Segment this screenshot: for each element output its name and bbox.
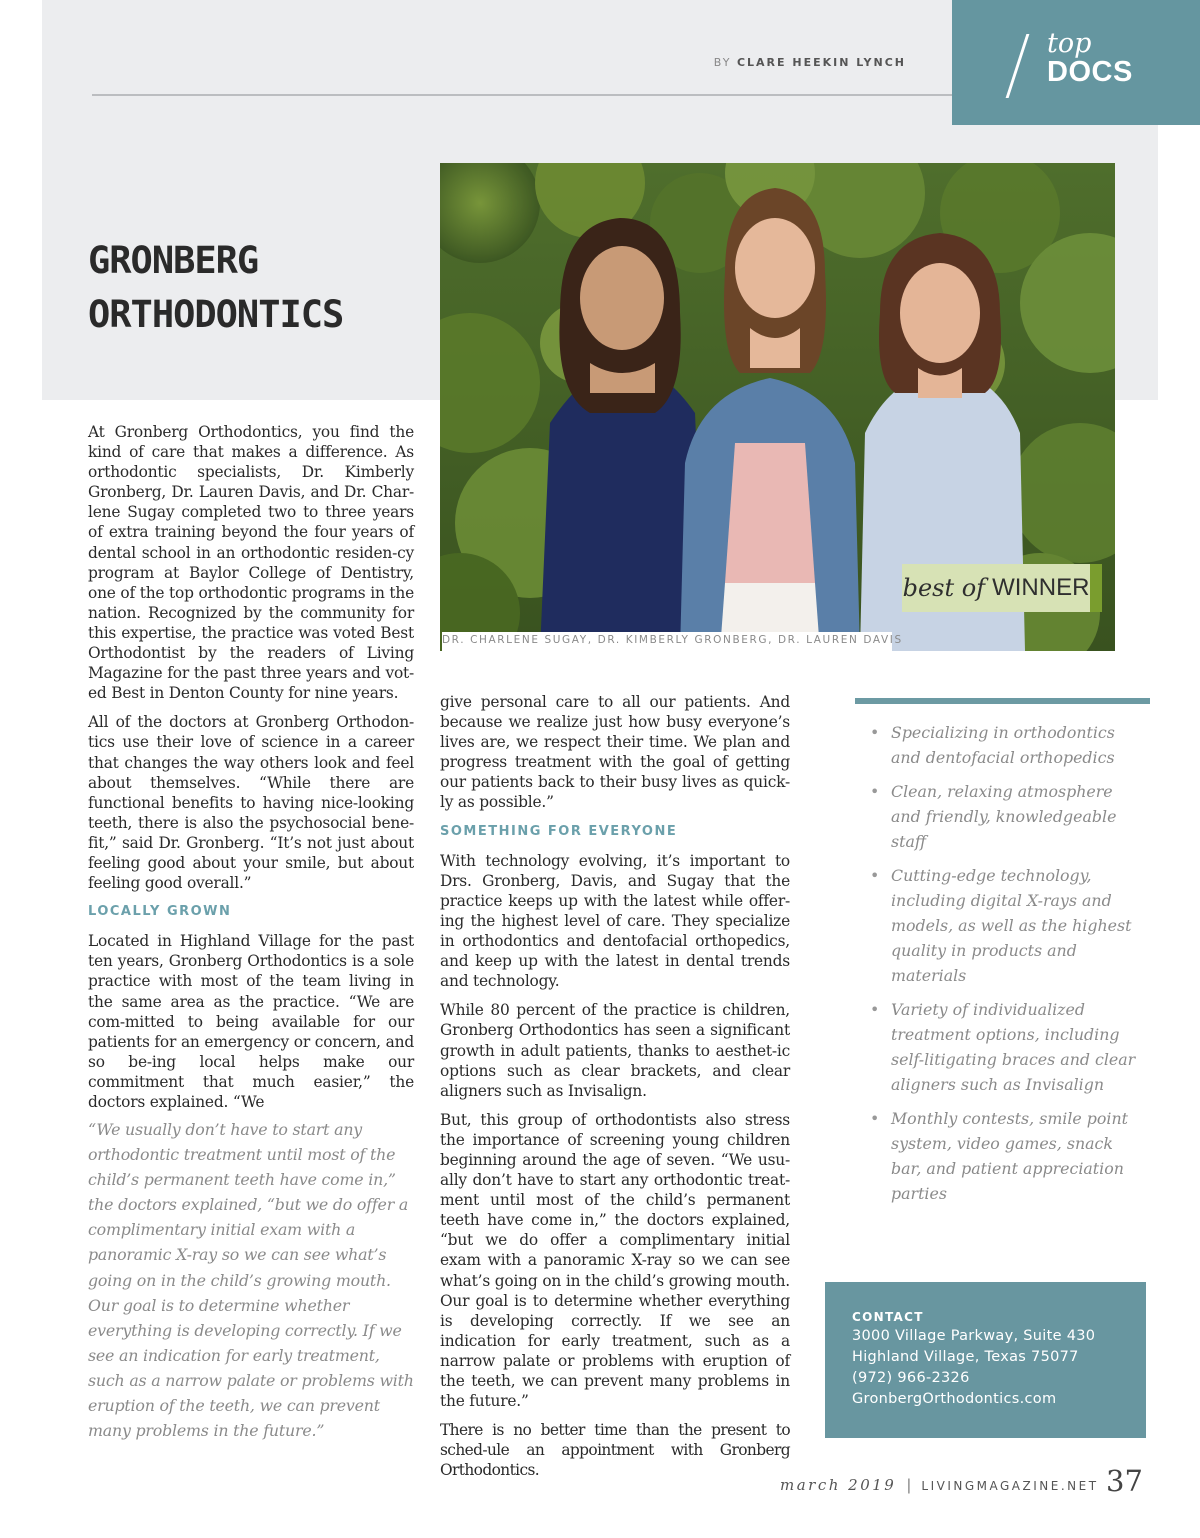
list-item: • Variety of individualized treatment options, including self-litigating braces and clear aligners such as Invisalign (868, 997, 1138, 1097)
sidebar-rule (855, 698, 1150, 704)
paragraph: But, this group of orthodontists also stress the importance of screening young children beginning around the age of seven. “We usu-ally don’t have to start any orthodontic treat-ment until most of the child’s permanent teeth have come in,” the doctors explained, “but we do offer a complimentary initial exam with a panoramic X-ray so we can see what’s going on in the child’s growing mouth. Our goal is to determine whether everything is developing correctly. If we see an indication for early treatment, such as a narrow palate or problems with eruption of the teeth, we can prevent many problems in the future.” (440, 1110, 790, 1411)
subhead-locally-grown: LOCALLY GROWN (88, 904, 232, 920)
contact-phone[interactable]: (972) 966-2326 (852, 1370, 970, 1386)
list-item: • Clean, relaxing atmosphere and friendly, knowledgeable staff (868, 779, 1138, 854)
contact-box (825, 1282, 1146, 1438)
list-item: • Cutting-edge technology, including digital X-rays and models, as well as the highest quality in products and materials (868, 863, 1138, 988)
article-column-2 (440, 692, 790, 1489)
paragraph: At Gronberg Orthodontics, you find the kind of care that makes a difference. As orthodontic specialists, Dr. Kimberly Gronberg, Dr. Lauren Davis, and Dr. Char-lene Sugay completed two to three years of extra training beyond the four years of dental school in an orthodontic residen-cy program at Baylor College of Dentistry, one of the top orthodontic programs in the nation. Recognized by the community for this expertise, the practice was voted Best Orthodontist by the readers of Living Magazine for the past three years and vot-ed Best in Denton County for nine years. (88, 423, 414, 703)
badge-label: WINNER (992, 574, 1090, 601)
best-of-winner-badge (902, 564, 1102, 612)
title-line-2: ORTHODONTICS (88, 293, 344, 336)
footer-separator: | (906, 1476, 912, 1494)
list-item: • Monthly contests, smile point system, video games, snack bar, and patient appreciation parties (868, 1106, 1138, 1206)
page-footer (780, 1476, 1099, 1494)
paragraph: give personal care to all our patients. And because we realize just how busy everyone’s lives are, we respect their time. We plan and progress treatment with the goal of getting our patients back to their busy lives as quick-ly as possible.” (440, 693, 790, 812)
byline-prefix: BY (713, 56, 732, 69)
contact-address-line-2: Highland Village, Texas 75077 (852, 1349, 1079, 1365)
badge-script: best of (902, 574, 986, 602)
contact-website-link[interactable]: GronbergOrthodontics.com (852, 1391, 1057, 1407)
paragraph: While 80 percent of the practice is children, Gronberg Orthodontics has seen a significant growth in adult patients, thanks to aesthet-ic options such as clear brackets, and clear aligners such as Invisalign. (440, 1001, 790, 1100)
pull-quote: “We usually don’t have to start any orthodontic treatment until most of the child’s permanent teeth have come in,” the doctors explained, “but we do offer a complimentary initial exam with a panoramic X-ray so we can see what’s going on in the child’s growing mouth. Our goal is to determine whether everything is developing correctly. If we see an indication for early treatment, such as a narrow palate or problems with eruption of the teeth, we can prevent many problems in the future.” (88, 1120, 414, 1441)
paragraph: Located in Highland Village for the past ten years, Gronberg Orthodontics is a sole practice with most of the team living in the same area as the practice. “We are com-mitted to being available for our patients for an emergency or concern, and so be-ing local helps make our commitment that much easier,” the doctors explained. “We (88, 932, 414, 1111)
contact-heading: CONTACT (852, 1310, 924, 1324)
photo-caption: DR. CHARLENE SUGAY, DR. KIMBERLY GRONBERG, DR. LAUREN DAVIS (442, 632, 892, 655)
byline-author: CLARE HEEKIN LYNCH (736, 56, 906, 69)
section-tab-label: DOCS (1047, 56, 1133, 88)
article-title (88, 234, 343, 342)
paragraph: With technology evolving, it’s important to Drs. Gronberg, Davis, and Sugay that the practice keeps up with the latest while offer-ing the highest level of care. They specialize in orthodontics and dentofacial orthopedics, and keep up with the latest in dental trends and technology. (440, 851, 790, 991)
header-rule (92, 94, 952, 96)
section-tab-script: top (1047, 28, 1092, 59)
paragraph: All of the doctors at Gronberg Orthodon-tics use their love of science in a career that changes the way others look and feel about themselves. “While there are functional benefits to having nice-looking teeth, there is also the psychosocial bene-fit,” said Dr. Gronberg. “It’s not just about feeling good about your smile, but about feeling good overall.” (88, 713, 414, 893)
list-item: • Specializing in orthodontics and dentofacial orthopedics (868, 720, 1138, 770)
page-number: 37 (1106, 1464, 1143, 1498)
paragraph: There is no better time than the present to sched-ule an appointment with Gronberg Orthodontics. (440, 1421, 790, 1480)
magazine-site: LIVINGMAGAZINE.NET (921, 1479, 1099, 1493)
title-line-1: GRONBERG (88, 239, 259, 282)
byline (600, 56, 906, 69)
feature-list (868, 720, 1138, 1215)
article-column-1 (88, 422, 414, 1121)
contact-address-line-1: 3000 Village Parkway, Suite 430 (852, 1328, 1096, 1344)
issue-date: march 2019 (780, 1476, 897, 1494)
subhead-something-for-everyone: SOMETHING FOR EVERYONE (440, 823, 678, 839)
